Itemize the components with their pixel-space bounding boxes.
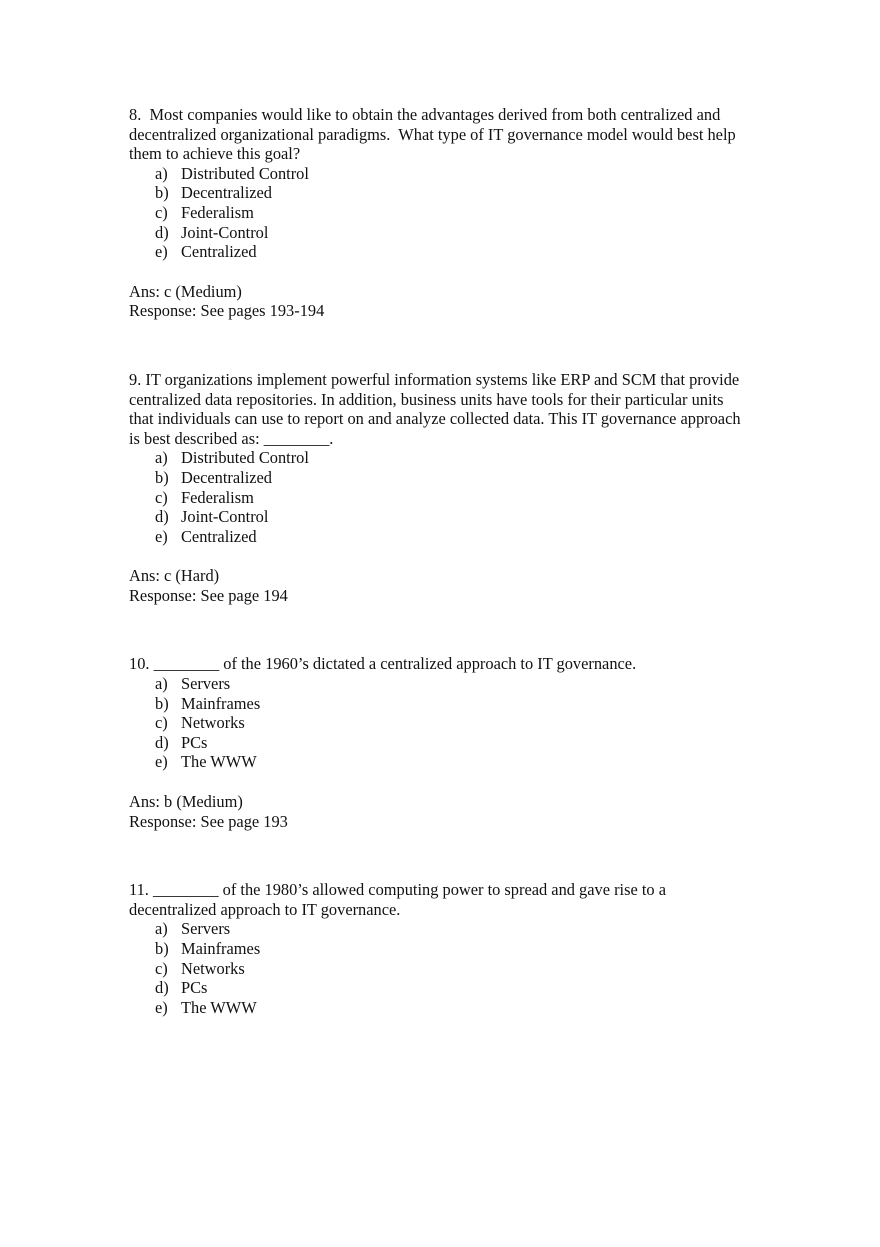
option-letter: d) <box>155 978 169 998</box>
answer-block <box>129 282 749 321</box>
option-letter: d) <box>155 222 169 242</box>
option-text: Centralized <box>181 526 257 546</box>
response-text: Response: See pages 193-194 <box>129 301 325 321</box>
option-b <box>155 183 749 203</box>
question-10 <box>129 654 749 831</box>
option-c <box>155 203 749 223</box>
option-text: Servers <box>181 919 231 939</box>
option-text: PCs <box>181 732 208 752</box>
option-letter: e) <box>155 242 168 262</box>
question-10-text: 10. ________ of the 1960’s dictated a centralized approach to IT governance. <box>129 654 637 674</box>
question-11-text: 11. ________ of the 1980’s allowed computing power to spread and gave rise to a decentralized approach to IT governance. <box>129 880 671 919</box>
option-text: Federalism <box>181 487 254 507</box>
document-page <box>129 105 749 1017</box>
question-8 <box>129 105 749 321</box>
option-text: Decentralized <box>181 467 272 487</box>
answer-block <box>129 566 749 605</box>
option-d <box>155 507 749 527</box>
question-11 <box>129 880 749 1017</box>
option-a <box>155 919 749 939</box>
question-9 <box>129 370 749 606</box>
option-text: Centralized <box>181 242 257 262</box>
answer-block <box>129 792 749 831</box>
answer-text: Ans: c (Medium) <box>129 281 242 301</box>
option-letter: c) <box>155 487 168 507</box>
option-d <box>155 223 749 243</box>
question-11-options <box>129 919 749 1017</box>
option-e <box>155 998 749 1018</box>
option-text: Mainframes <box>181 693 261 713</box>
question-9-text: 9. IT organizations implement powerful information systems like ERP and SCM that provide centralized data repositories. In addition, business units have tools for their particular units that individuals can use to report on and analyze collected data. This IT governance approach is best described as: ________. <box>129 369 745 448</box>
option-c <box>155 713 749 733</box>
option-text: Joint-Control <box>181 507 269 527</box>
option-letter: c) <box>155 713 168 733</box>
option-letter: b) <box>155 939 169 958</box>
option-letter: e) <box>155 752 168 772</box>
response-text: Response: See page 194 <box>129 585 288 605</box>
option-b <box>155 939 749 959</box>
option-c <box>155 959 749 979</box>
option-a <box>155 674 749 694</box>
option-letter: e) <box>155 526 168 546</box>
option-text: The WWW <box>181 752 257 772</box>
option-text: Networks <box>181 713 245 733</box>
option-e <box>155 752 749 772</box>
response-text: Response: See page 193 <box>129 811 288 831</box>
option-text: PCs <box>181 978 208 998</box>
question-10-options <box>129 674 749 772</box>
option-letter: a) <box>155 163 168 183</box>
option-letter: d) <box>155 732 169 752</box>
option-text: Networks <box>181 958 245 978</box>
option-letter: a) <box>155 674 168 694</box>
option-letter: b) <box>155 183 169 203</box>
option-letter: b) <box>155 693 169 713</box>
option-a <box>155 164 749 184</box>
option-text: Joint-Control <box>181 222 269 242</box>
question-8-text: 8. Most companies would like to obtain the advantages derived from both centralized and decentralized organizational paradigms. What type of IT governance model would best help them to achieve this goal? <box>129 105 740 164</box>
option-letter: d) <box>155 507 169 527</box>
question-8-options <box>129 164 749 262</box>
option-e <box>155 527 749 547</box>
question-9-options <box>129 448 749 546</box>
option-a <box>155 448 749 468</box>
option-e <box>155 242 749 262</box>
option-letter: e) <box>155 997 168 1017</box>
option-letter: b) <box>155 467 169 487</box>
option-text: Distributed Control <box>181 448 309 468</box>
option-d <box>155 733 749 753</box>
option-c <box>155 488 749 508</box>
option-letter: a) <box>155 919 168 939</box>
option-text: Servers <box>181 674 231 694</box>
option-text: Federalism <box>181 202 254 222</box>
option-letter: c) <box>155 958 168 978</box>
option-text: The WWW <box>181 997 257 1017</box>
option-letter: c) <box>155 202 168 222</box>
option-text: Distributed Control <box>181 163 309 183</box>
option-text: Decentralized <box>181 183 272 203</box>
option-letter: a) <box>155 448 168 468</box>
option-b <box>155 694 749 714</box>
option-text: Mainframes <box>181 939 261 958</box>
option-d <box>155 978 749 998</box>
option-b <box>155 468 749 488</box>
answer-text: Ans: b (Medium) <box>129 792 243 812</box>
answer-text: Ans: c (Hard) <box>129 566 220 586</box>
